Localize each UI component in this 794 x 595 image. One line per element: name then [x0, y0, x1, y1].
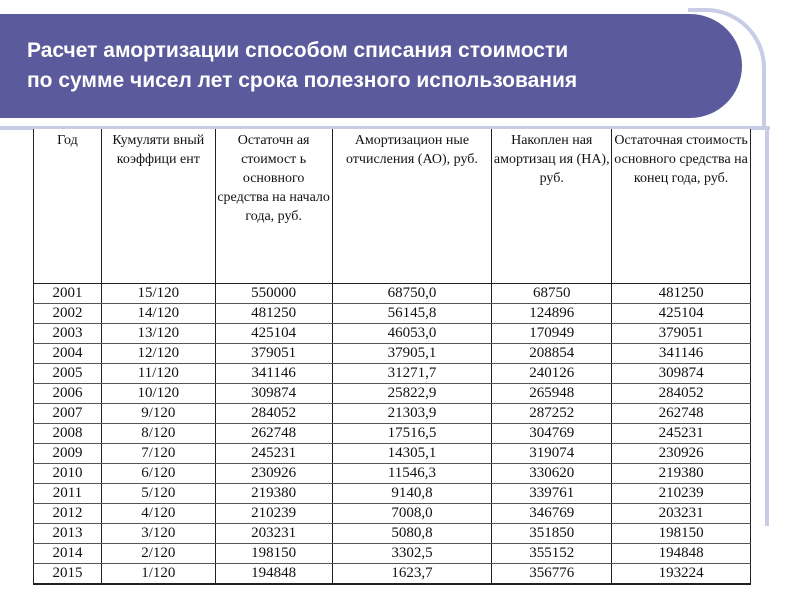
year-cell: 2012: [34, 504, 102, 524]
table-row: [34, 284, 751, 304]
residual-end-cell: 284052: [612, 384, 751, 404]
decorative-line-vertical: [765, 126, 769, 526]
year-cell: 2015: [34, 564, 102, 585]
table-row: [34, 504, 751, 524]
year-cell: 2003: [34, 324, 102, 344]
depreciation-cell: 37905,1: [332, 344, 492, 364]
accumulated-cell: 351850: [492, 524, 612, 544]
table-body: [34, 284, 751, 585]
header-year: Год: [34, 129, 102, 284]
residual-start-cell: 425104: [215, 324, 332, 344]
residual-start-cell: 341146: [215, 364, 332, 384]
accumulated-cell: 170949: [492, 324, 612, 344]
depreciation-cell: 14305,1: [332, 444, 492, 464]
residual-start-cell: 379051: [215, 344, 332, 364]
depreciation-cell: 1623,7: [332, 564, 492, 585]
residual-end-cell: 341146: [612, 344, 751, 364]
depreciation-cell: 7008,0: [332, 504, 492, 524]
coefficient-cell: 15/120: [101, 284, 215, 304]
coefficient-cell: 1/120: [101, 564, 215, 585]
accumulated-cell: 319074: [492, 444, 612, 464]
residual-start-cell: 230926: [215, 464, 332, 484]
coefficient-cell: 13/120: [101, 324, 215, 344]
depreciation-cell: 31271,7: [332, 364, 492, 384]
residual-start-cell: 194848: [215, 564, 332, 585]
depreciation-cell: 11546,3: [332, 464, 492, 484]
table-row: [34, 364, 751, 384]
table-row: [34, 444, 751, 464]
depreciation-cell: 46053,0: [332, 324, 492, 344]
coefficient-cell: 7/120: [101, 444, 215, 464]
residual-end-cell: 481250: [612, 284, 751, 304]
depreciation-cell: 3302,5: [332, 544, 492, 564]
year-cell: 2004: [34, 344, 102, 364]
residual-start-cell: 203231: [215, 524, 332, 544]
depreciation-cell: 17516,5: [332, 424, 492, 444]
residual-end-cell: 210239: [612, 484, 751, 504]
depreciation-cell: 68750,0: [332, 284, 492, 304]
residual-end-cell: 198150: [612, 524, 751, 544]
residual-start-cell: 245231: [215, 444, 332, 464]
depreciation-cell: 25822,9: [332, 384, 492, 404]
year-cell: 2013: [34, 524, 102, 544]
year-cell: 2011: [34, 484, 102, 504]
year-cell: 2009: [34, 444, 102, 464]
coefficient-cell: 2/120: [101, 544, 215, 564]
year-cell: 2002: [34, 304, 102, 324]
accumulated-cell: 356776: [492, 564, 612, 585]
coefficient-cell: 14/120: [101, 304, 215, 324]
coefficient-cell: 8/120: [101, 424, 215, 444]
table-row: [34, 304, 751, 324]
table-row: [34, 424, 751, 444]
table-row: [34, 524, 751, 544]
title-line-1: Расчет амортизации способом списания стоимости: [27, 39, 569, 62]
table-row: [34, 344, 751, 364]
accumulated-cell: 304769: [492, 424, 612, 444]
coefficient-cell: 9/120: [101, 404, 215, 424]
table-header-row: [34, 129, 751, 284]
residual-start-cell: 262748: [215, 424, 332, 444]
title-banner: [0, 14, 742, 118]
coefficient-cell: 10/120: [101, 384, 215, 404]
residual-end-cell: 193224: [612, 564, 751, 585]
accumulated-cell: 240126: [492, 364, 612, 384]
residual-end-cell: 203231: [612, 504, 751, 524]
coefficient-cell: 4/120: [101, 504, 215, 524]
accumulated-cell: 330620: [492, 464, 612, 484]
coefficient-cell: 5/120: [101, 484, 215, 504]
residual-end-cell: 309874: [612, 364, 751, 384]
header-residual-end: Остаточная стоимость основного средства на конец года, руб.: [612, 129, 751, 284]
year-cell: 2008: [34, 424, 102, 444]
accumulated-cell: 339761: [492, 484, 612, 504]
depreciation-cell: 56145,8: [332, 304, 492, 324]
table-row: [34, 324, 751, 344]
accumulated-cell: 68750: [492, 284, 612, 304]
depreciation-cell: 5080,8: [332, 524, 492, 544]
coefficient-cell: 6/120: [101, 464, 215, 484]
coefficient-cell: 12/120: [101, 344, 215, 364]
year-cell: 2001: [34, 284, 102, 304]
year-cell: 2005: [34, 364, 102, 384]
title-line-2: по сумме чисел лет срока полезного использования: [27, 69, 578, 92]
depreciation-cell: 21303,9: [332, 404, 492, 424]
header-depreciation: Амортизацион ные отчисления (АО), руб.: [332, 129, 492, 284]
accumulated-cell: 265948: [492, 384, 612, 404]
residual-end-cell: 379051: [612, 324, 751, 344]
header-accumulated: Накоплен ная амортизац ия (НА), руб.: [492, 129, 612, 284]
table-row: [34, 544, 751, 564]
residual-end-cell: 194848: [612, 544, 751, 564]
accumulated-cell: 346769: [492, 504, 612, 524]
header-residual-start: Остаточн ая стоимост ь основного средства на начало года, руб.: [215, 129, 332, 284]
residual-end-cell: 425104: [612, 304, 751, 324]
table-row: [34, 464, 751, 484]
accumulated-cell: 124896: [492, 304, 612, 324]
coefficient-cell: 3/120: [101, 524, 215, 544]
residual-start-cell: 309874: [215, 384, 332, 404]
residual-start-cell: 198150: [215, 544, 332, 564]
residual-start-cell: 219380: [215, 484, 332, 504]
year-cell: 2010: [34, 464, 102, 484]
year-cell: 2014: [34, 544, 102, 564]
header-cumulative-coefficient: Кумуляти вный коэффици ент: [101, 129, 215, 284]
year-cell: 2007: [34, 404, 102, 424]
year-cell: 2006: [34, 384, 102, 404]
residual-end-cell: 262748: [612, 404, 751, 424]
table-row: [34, 564, 751, 585]
residual-end-cell: 219380: [612, 464, 751, 484]
accumulated-cell: 355152: [492, 544, 612, 564]
table-row: [34, 484, 751, 504]
table-row: [34, 404, 751, 424]
residual-start-cell: 481250: [215, 304, 332, 324]
depreciation-cell: 9140,8: [332, 484, 492, 504]
coefficient-cell: 11/120: [101, 364, 215, 384]
table-row: [34, 384, 751, 404]
residual-start-cell: 550000: [215, 284, 332, 304]
residual-start-cell: 210239: [215, 504, 332, 524]
residual-end-cell: 230926: [612, 444, 751, 464]
accumulated-cell: 208854: [492, 344, 612, 364]
residual-start-cell: 284052: [215, 404, 332, 424]
residual-end-cell: 245231: [612, 424, 751, 444]
amortization-table: [33, 129, 751, 585]
accumulated-cell: 287252: [492, 404, 612, 424]
